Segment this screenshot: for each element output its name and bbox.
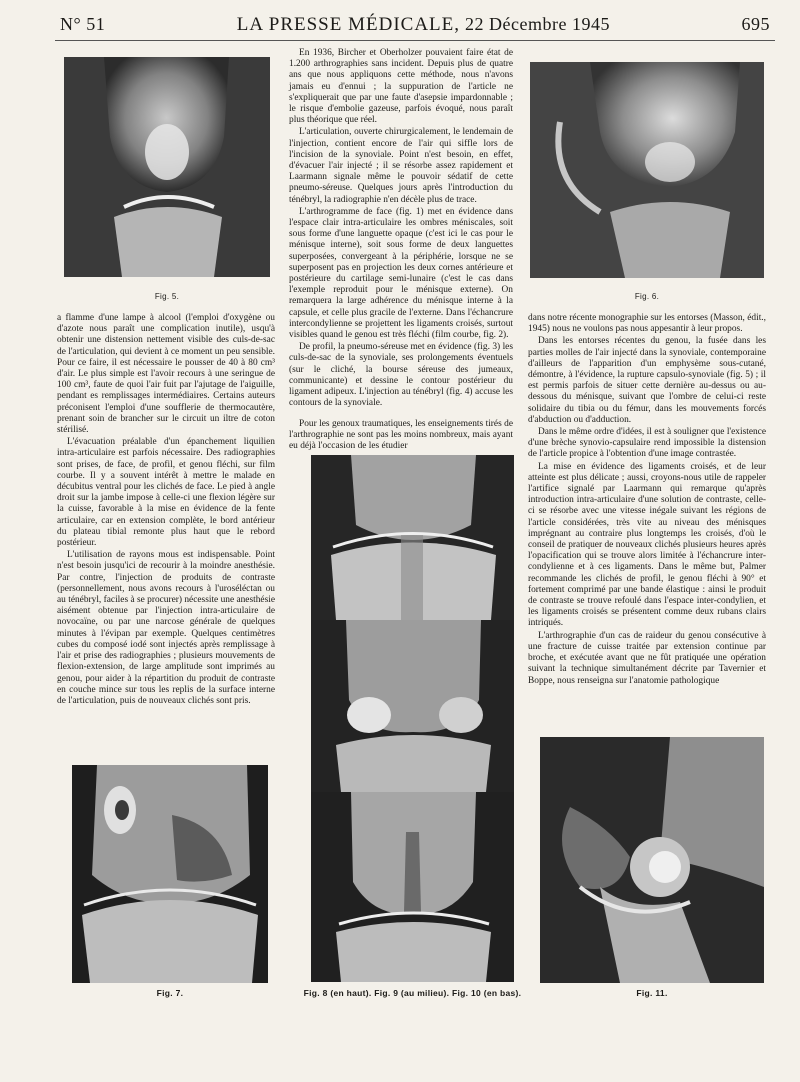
text-column-2	[289, 48, 513, 452]
paragraph: Dans les entorses récentes du genou, la fusée dans les parties molles de l'air injecté dans la synoviale, contemporaine d'ailleurs de l'apparition d'un emphysème sous-cutané, démontre, à l'évidence, la rupture capsulo-synoviale (fig. 5) ; il est permis parfois de situer cette dernière au-dessus ou au-dessous du ménisque, suivant que l'ombre de celui-ci reste solidaire du tibia ou du fémur, dans les mouvements forcés d'abduction ou d'adduction.	[528, 336, 766, 425]
figure-5-caption: Fig. 5.	[154, 292, 180, 301]
paragraph: Dans le même ordre d'idées, il est à souligner que l'existence d'une brèche synovio-capsulaire rend impossible la distension de l'article propice à l'obtention d'une image contrastée.	[528, 427, 766, 460]
figure-7-caption: Fig. 7.	[156, 988, 184, 998]
paragraph: La mise en évidence des ligaments croisés, et de leur atteinte est plus délicate ; aussi, croyons-nous utile de rappeler l'artifice signalé par Laarmann qui remarque qu'après introduction intra-articulaire d'une solution de contraste, celle-ci se résorbe avec une vitesse inégale suivant les régions de l'article considérées, très vite au niveau des ménisques imprégnant au contraire plus longtemps les croisés, d'où le conseil de pratiquer de nouveaux clichés plusieurs heures après l'opacification qui se trouve alors limitée à l'échancrure inter-condylienne et à ces ligaments. Dans le même but, Palmer recommande les clichés de profil, le genou fléchi à 90° et fortement comprimé par une bande élastique : ainsi le produit de contraste se trouve refoulé dans l'espace inter-condylien, et les ligaments croisés se présentent comme deux rubans clairs intriqués.	[528, 461, 766, 629]
figure-6-radiograph	[530, 62, 764, 278]
paragraph: dans notre récente monographie sur les entorses (Masson, édit., 1945) nous ne voulons pas nous appesantir à leur propos.	[528, 313, 766, 335]
journal-title: LA PRESSE MÉDICALE,	[236, 14, 461, 35]
header-rule	[55, 40, 775, 41]
paragraph: L'arthrographie d'un cas de raideur du genou consécutive à une fracture de cuisse traitée par extension continue par broche, et exécutée avant que ne fût pratiquée une opération suivant la technique simultanément décrite par Tavernier et Boppe, nous renseigna sur l'anatomie pathologique	[528, 630, 766, 686]
text-column-1	[57, 313, 275, 707]
figure-9-radiograph	[311, 620, 514, 792]
figure-8-radiograph	[311, 455, 514, 620]
figure-5-radiograph	[64, 57, 270, 277]
paragraph: Pour les genoux traumatiques, les enseignements tirés de l'arthrographie ne sont pas les moins nombreux, mais ayant eu déjà l'occasion de les étudier	[289, 418, 513, 451]
paragraph: L'arthrogramme de face (fig. 1) met en évidence dans l'espace clair intra-articulaire les ombres méniscales, soit sous forme d'une languette opaque (c'est ici le cas pour le ménisque interne), soit sous forme de deux languettes superposées, convergeant à la périphérie, lorsque ne se superposent pas en projection les deux cornes antérieure et postérieure du cartilage semi-lunaire (c'est le cas dans l'exemple reproduit pour le ménisque externe). On remarquera la large adhérence du ménisque interne à la capsule, et celle plus gracile de l'externe. Dans l'échancrure intercondylienne se projettent les ligaments croisés, surtout visibles quand le genou est très fléchi (film courbe, fig. 2).	[289, 206, 513, 341]
paragraph: a flamme d'une lampe à alcool (l'emploi d'oxygène ou d'azote nous paraît une complication inutile), usqu'à obtenir une distension nettement visible des culs-de-sac de l'articulation, qui devient à ce moment un peu sensible. Pour ce faire, il est nécessaire le pousser de 40 à 80 cm³ d'air. Le plus simple est l'avoir recours à une seringue de 100 cm³, faute de quoi l'air fuit par l'ajutage de l'aiguille, pendant es remplissages intermédiaires. Certains auteurs préconisent l'emploi d'une soufflerie de thermocautère, prenant soin de brancher sur le circuit un iltre de coton stérilisé.	[57, 313, 275, 436]
figures-8-10-caption: Fig. 8 (en haut). Fig. 9 (au milieu). Fig. 10 (en bas).	[303, 988, 522, 998]
paragraph: L'utilisation de rayons mous est indispensable. Point n'est besoin jusqu'ici de recourir à la moindre anesthésie. Par contre, l'injection de produits de contraste (personnellement, nous avons recours à l'uroséléctan ou au ténébryl, faciles à se procurer) nécessite une anesthésie aisément obtenue par l'injection intra-articulaire de novocaïne, ou par une narcose générale de quelques minutes à l'évipan par exemple. Quelques centimètres cubes du composé iodé sont injectés après remplissage à l'air et prise des radiographies ; plusieurs mouvements de flexion-extension, de large amplitude sont imprimés au genou, pour aider à la répartition du produit de contraste en couche mince sur tous les replis de la surface interne de l'articulation, puis de nouveaux clichés sont pris.	[57, 550, 275, 706]
page-header	[60, 14, 770, 36]
issue-number: N° 51	[60, 14, 106, 34]
paragraph: L'évacuation préalable d'un épanchement liquilien intra-articulaire est parfois nécessaire. Des radiographies sont prises, de face, de profil, et genou fléchi, sur film courbe. Il y a souvent intérêt à mettre le malade en décubitus ventral pour les clichés de face. Le pied à angle droit sur la jambe impose à celle-ci une flexion légère sur la cuisse, favorable à la mise en évidence de la fente articulaire, car en extension complète, le bord antérieur du plateau tibial remonte plus haut que le rebord postérieur.	[57, 437, 275, 549]
text-column-3	[528, 313, 766, 687]
figure-7-radiograph	[72, 765, 268, 983]
figure-6-caption: Fig. 6.	[634, 292, 660, 301]
page-number: 695	[741, 14, 770, 34]
paragraph: De profil, la pneumo-séreuse met en évidence (fig. 3) les culs-de-sac de la synoviale, ses prolongements éventuels (sur le cliché, la bourse séreuse des jumeaux, communicante) et dessine le contour postérieur du ligament adipeux. L'injection au ténébryl (fig. 4) accuse les contours de la synoviale.	[289, 342, 513, 409]
figure-10-radiograph	[311, 792, 514, 982]
figure-11-caption: Fig. 11.	[636, 988, 668, 998]
figure-11-radiograph	[540, 737, 764, 983]
paragraph: En 1936, Bircher et Oberholzer pouvaient faire état de 1.200 arthrographies sans incident. Depuis plus de quatre ans que nous appliquons cette méthode, nous n'avons jamais eu d'ennui ; la suppuration de l'article ne s'expliquerait que par une faute d'asepsie impardonnable ; le risque d'embolie gazeuse, parfois évoqué, nous paraît plus théorique que réel.	[289, 48, 513, 126]
paragraph: L'articulation, ouverte chirurgicalement, le lendemain de l'injection, contient encore de l'air qui siffle lors de l'incision de la synoviale. Point n'est besoin, en effet, d'évacuer l'air injecté ; il se résorbe assez rapidement et Laarmann signale même le pouvoir sédatif de cette pneumo-séreuse. Quelques jours après l'introduction du ténébryl, la radiographie n'en décèle plus de trace.	[289, 127, 513, 205]
issue-date: 22 Décembre 1945	[465, 14, 610, 34]
